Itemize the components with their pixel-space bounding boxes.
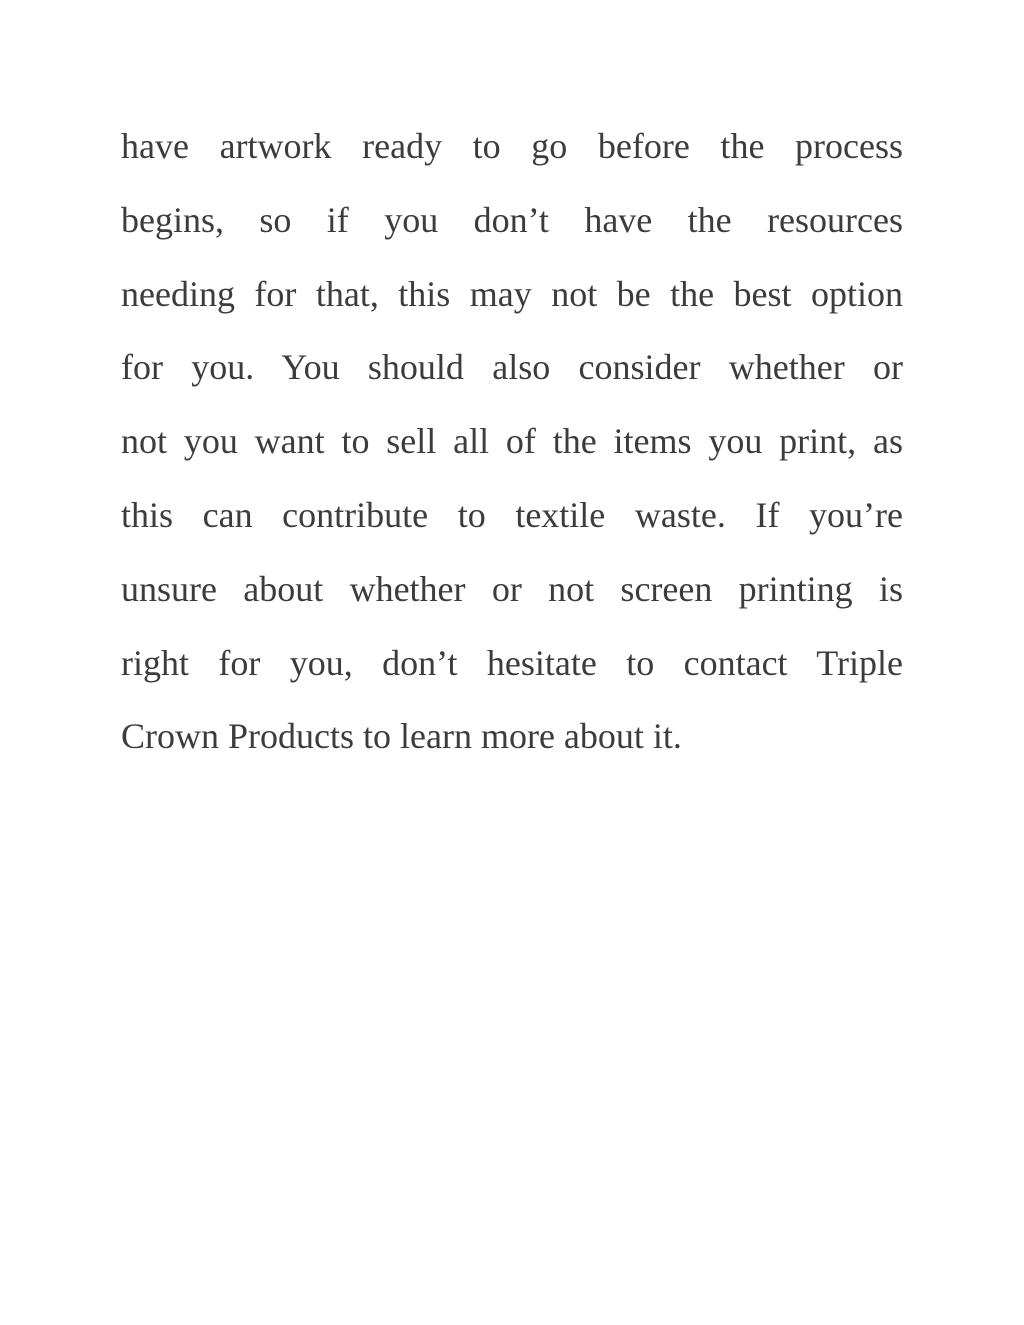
paragraph-line: right for you, don’t hesitate to contact Triple bbox=[121, 642, 903, 683]
body-paragraph bbox=[121, 110, 903, 774]
paragraph-line: this can contribute to textile waste. If you’re bbox=[121, 494, 903, 535]
paragraph-line: begins, so if you don’t have the resources bbox=[121, 199, 903, 240]
paragraph-line: have artwork ready to go before the process bbox=[121, 126, 903, 166]
paragraph-line: Crown Products to learn more about it. bbox=[121, 716, 682, 757]
paragraph-line: not you want to sell all of the items you print, as bbox=[121, 421, 903, 462]
paragraph-line: unsure about whether or not screen printing is bbox=[121, 568, 903, 609]
paragraph-line: for you. You should also consider whether or bbox=[121, 347, 903, 388]
paragraph-line: needing for that, this may not be the best option bbox=[121, 273, 903, 314]
